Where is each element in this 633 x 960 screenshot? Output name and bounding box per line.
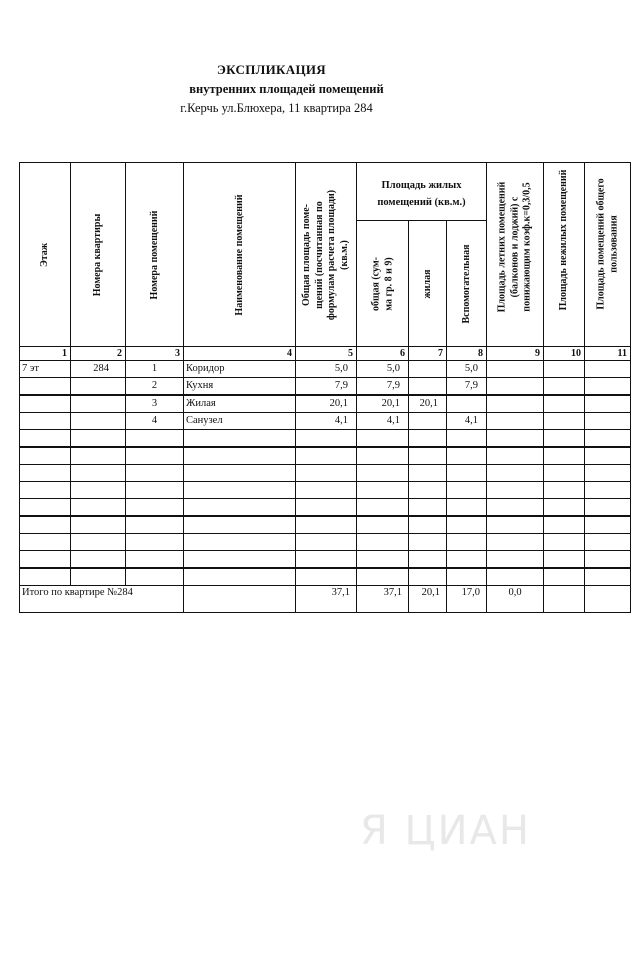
cell-value: Коридор: [186, 363, 225, 374]
table-cell: [543, 377, 585, 395]
table-cell: [183, 481, 296, 499]
total-cell: [356, 585, 409, 613]
table-cell: [408, 498, 447, 516]
table-cell: [543, 481, 585, 499]
table-cell: [584, 377, 631, 395]
column-header-9: [486, 162, 544, 347]
table-cell: [183, 412, 296, 430]
column-header-label: Вспомогательная: [460, 243, 472, 324]
table-cell: [70, 498, 126, 516]
total-cell: [295, 585, 357, 613]
column-header-label: Номера квартиры: [91, 213, 103, 296]
table-cell: [486, 360, 544, 378]
total-cell: [446, 585, 487, 613]
table-cell: [584, 360, 631, 378]
column-header-label: Номера помещений: [148, 210, 160, 299]
column-number-7: [408, 346, 447, 361]
table-cell: [543, 429, 585, 447]
table-cell: [446, 498, 487, 516]
total-row-label: Итого по квартире №284: [22, 587, 133, 598]
table-cell: [584, 568, 631, 586]
cell-value: 7 эт: [22, 363, 39, 374]
table-cell: [356, 395, 409, 413]
total-cell: [584, 585, 631, 613]
table-cell: [125, 533, 184, 551]
cell-value: 20,1: [419, 398, 438, 409]
table-cell: [183, 568, 296, 586]
document-address: г.Керчь ул.Блюхера, 11 квартира 284: [180, 101, 373, 115]
table-cell: [446, 533, 487, 551]
table-cell: [356, 377, 409, 395]
table-cell: [486, 533, 544, 551]
table-cell: [356, 360, 409, 378]
table-cell: [486, 498, 544, 516]
table-cell: [446, 550, 487, 568]
table-cell: [408, 533, 447, 551]
column-header-label: общая (сум- ма гр. 8 и 9): [370, 256, 394, 311]
column-header-6: [356, 220, 409, 347]
table-cell: [584, 533, 631, 551]
table-cell: [295, 377, 357, 395]
total-value: 20,1: [421, 587, 440, 598]
table-cell: [446, 360, 487, 378]
table-cell: [356, 533, 409, 551]
table-cell: [125, 498, 184, 516]
total-value: 37,1: [331, 587, 350, 598]
column-header-label: Этаж: [38, 242, 50, 267]
column-header-11: [584, 162, 631, 347]
table-cell: [295, 447, 357, 465]
column-header-7: [408, 220, 447, 347]
table-cell: [486, 550, 544, 568]
table-cell: [408, 481, 447, 499]
cell-value: 284: [93, 363, 109, 374]
table-cell: [295, 568, 357, 586]
document-subtitle: внутренних площадей помещений: [189, 82, 384, 96]
cian-watermark: Я ЦИАН: [360, 808, 531, 854]
table-cell: [19, 568, 71, 586]
table-cell: [19, 360, 71, 378]
column-header-8: [446, 220, 487, 347]
cell-value: 4,1: [464, 415, 478, 426]
column-number: 5: [348, 348, 353, 359]
cell-value: 5,0: [386, 363, 400, 374]
table-cell: [183, 464, 296, 482]
table-cell: [125, 464, 184, 482]
table-cell: [295, 550, 357, 568]
table-cell: [70, 447, 126, 465]
table-cell: [19, 377, 71, 395]
table-cell: [543, 550, 585, 568]
column-number-3: [125, 346, 184, 361]
table-cell: [70, 429, 126, 447]
table-cell: [19, 516, 71, 534]
table-cell: [543, 412, 585, 430]
document-title: ЭКСПЛИКАЦИЯ: [217, 62, 326, 77]
column-header-10: [543, 162, 585, 347]
column-number-4: [183, 346, 296, 361]
table-cell: [19, 447, 71, 465]
cell-value: 20,1: [329, 398, 348, 409]
table-cell: [486, 395, 544, 413]
cell-value: 4: [151, 415, 158, 426]
column-number-10: [543, 346, 585, 361]
cell-value: 1: [151, 363, 158, 374]
table-cell: [486, 464, 544, 482]
table-cell: [183, 533, 296, 551]
column-number-5: [295, 346, 357, 361]
table-cell: [584, 481, 631, 499]
table-cell: [486, 377, 544, 395]
table-cell: [70, 516, 126, 534]
table-cell: [356, 568, 409, 586]
column-number-1: [19, 346, 71, 361]
table-cell: [543, 464, 585, 482]
column-number: 3: [175, 348, 180, 359]
table-cell: [446, 377, 487, 395]
table-cell: [183, 585, 296, 613]
total-value: 0,0: [508, 587, 522, 598]
table-cell: [19, 412, 71, 430]
table-cell: [183, 360, 296, 378]
table-cell: [183, 377, 296, 395]
table-cell: [125, 429, 184, 447]
table-cell: [584, 429, 631, 447]
table-cell: [70, 412, 126, 430]
table-cell: [70, 360, 126, 378]
table-cell: [486, 412, 544, 430]
table-cell: [125, 395, 184, 413]
cell-value: 4,1: [334, 415, 348, 426]
cell-value: 3: [151, 398, 158, 409]
table-cell: [356, 516, 409, 534]
table-cell: [183, 395, 296, 413]
column-header-label: Площадь летних помещений (балконов и лоджий) с понижающим коэф.к=0,3/0,5: [496, 181, 533, 313]
table-cell: [446, 395, 487, 413]
column-number-9: [486, 346, 544, 361]
table-cell: [543, 533, 585, 551]
total-value: 17,0: [461, 587, 480, 598]
column-header-label: Общая площадь поме- щений (посчитанная по формулам расчета площади) (кв.м.): [301, 189, 350, 320]
table-cell: [584, 395, 631, 413]
column-number: 11: [617, 348, 627, 359]
column-number-6: [356, 346, 409, 361]
table-cell: [19, 464, 71, 482]
table-cell: [543, 498, 585, 516]
table-cell: [543, 568, 585, 586]
column-number: 1: [62, 348, 67, 359]
table-cell: [543, 360, 585, 378]
table-cell: [584, 412, 631, 430]
column-number: 2: [117, 348, 122, 359]
column-header-label: Наименование помещений: [233, 193, 245, 316]
table-cell: [486, 568, 544, 586]
table-cell: [408, 447, 447, 465]
column-number-2: [70, 346, 126, 361]
column-number: 6: [400, 348, 405, 359]
table-cell: [295, 516, 357, 534]
table-cell: [183, 447, 296, 465]
table-cell: [295, 412, 357, 430]
column-header-5: [295, 162, 357, 347]
table-cell: [19, 481, 71, 499]
cell-value: 20,1: [381, 398, 400, 409]
cell-value: 2: [151, 380, 158, 391]
column-header-1: [19, 162, 71, 347]
table-cell: [70, 395, 126, 413]
table-cell: [125, 516, 184, 534]
table-cell: [125, 377, 184, 395]
cell-value: Санузел: [186, 415, 223, 426]
table-cell: [486, 516, 544, 534]
table-cell: [356, 412, 409, 430]
table-cell: [183, 498, 296, 516]
total-row-label-cell: [19, 585, 184, 613]
table-cell: [446, 412, 487, 430]
table-cell: [70, 464, 126, 482]
table-cell: [486, 429, 544, 447]
table-cell: [125, 412, 184, 430]
table-cell: [584, 498, 631, 516]
table-cell: [295, 395, 357, 413]
table-cell: [486, 481, 544, 499]
table-cell: [408, 516, 447, 534]
cell-value: 5,0: [464, 363, 478, 374]
table-cell: [19, 533, 71, 551]
column-header-label: Площадь нежилых помещений: [557, 169, 569, 311]
table-cell: [295, 481, 357, 499]
column-number-8: [446, 346, 487, 361]
cell-value: 7,9: [464, 380, 478, 391]
table-cell: [408, 464, 447, 482]
table-cell: [446, 516, 487, 534]
table-cell: [295, 360, 357, 378]
table-cell: [543, 516, 585, 534]
table-cell: [125, 360, 184, 378]
table-cell: [356, 498, 409, 516]
table-cell: [125, 550, 184, 568]
column-number: 9: [535, 348, 540, 359]
column-number: 8: [478, 348, 483, 359]
table-cell: [446, 481, 487, 499]
total-cell: [543, 585, 585, 613]
column-header-label: жилая: [421, 268, 433, 299]
table-cell: [70, 550, 126, 568]
cell-value: 4,1: [386, 415, 400, 426]
column-header-4: [183, 162, 296, 347]
table-cell: [19, 429, 71, 447]
table-cell: [125, 447, 184, 465]
table-cell: [408, 377, 447, 395]
table-cell: [183, 516, 296, 534]
cell-value: Кухня: [186, 380, 214, 391]
table-cell: [356, 550, 409, 568]
table-cell: [408, 360, 447, 378]
cell-value: Жилая: [186, 398, 216, 409]
table-cell: [356, 464, 409, 482]
table-cell: [584, 516, 631, 534]
total-value: 37,1: [383, 587, 402, 598]
table-cell: [408, 568, 447, 586]
table-cell: [446, 464, 487, 482]
group-header-label: Площадь жилых помещений (кв.м.): [377, 180, 466, 208]
column-header-label: Площадь помещений общего пользования: [595, 177, 619, 310]
table-cell: [543, 395, 585, 413]
table-cell: [584, 447, 631, 465]
column-number: 7: [438, 348, 443, 359]
table-cell: [543, 447, 585, 465]
table-cell: [183, 429, 296, 447]
table-cell: [19, 550, 71, 568]
table-cell: [70, 377, 126, 395]
table-cell: [584, 550, 631, 568]
table-cell: [486, 447, 544, 465]
cell-value: 5,0: [334, 363, 348, 374]
table-cell: [295, 464, 357, 482]
cell-value: 7,9: [334, 380, 348, 391]
table-cell: [125, 481, 184, 499]
total-cell: [408, 585, 447, 613]
total-cell: [486, 585, 544, 613]
table-cell: [19, 395, 71, 413]
column-number: 10: [571, 348, 581, 359]
cell-value: 7,9: [386, 380, 400, 391]
table-cell: [584, 464, 631, 482]
table-cell: [183, 550, 296, 568]
table-cell: [356, 429, 409, 447]
table-cell: [295, 429, 357, 447]
table-cell: [408, 550, 447, 568]
table-cell: [446, 568, 487, 586]
table-cell: [125, 568, 184, 586]
table-cell: [295, 498, 357, 516]
table-cell: [408, 412, 447, 430]
column-header-3: [125, 162, 184, 347]
table-cell: [446, 447, 487, 465]
table-cell: [446, 429, 487, 447]
group-header-living-area: [356, 162, 487, 221]
table-cell: [70, 568, 126, 586]
column-header-2: [70, 162, 126, 347]
table-cell: [70, 533, 126, 551]
table-cell: [356, 447, 409, 465]
table-cell: [19, 498, 71, 516]
table-cell: [356, 481, 409, 499]
table-cell: [408, 395, 447, 413]
table-cell: [408, 429, 447, 447]
table-cell: [70, 481, 126, 499]
table-cell: [295, 533, 357, 551]
column-number-11: [584, 346, 631, 361]
column-number: 4: [287, 348, 292, 359]
